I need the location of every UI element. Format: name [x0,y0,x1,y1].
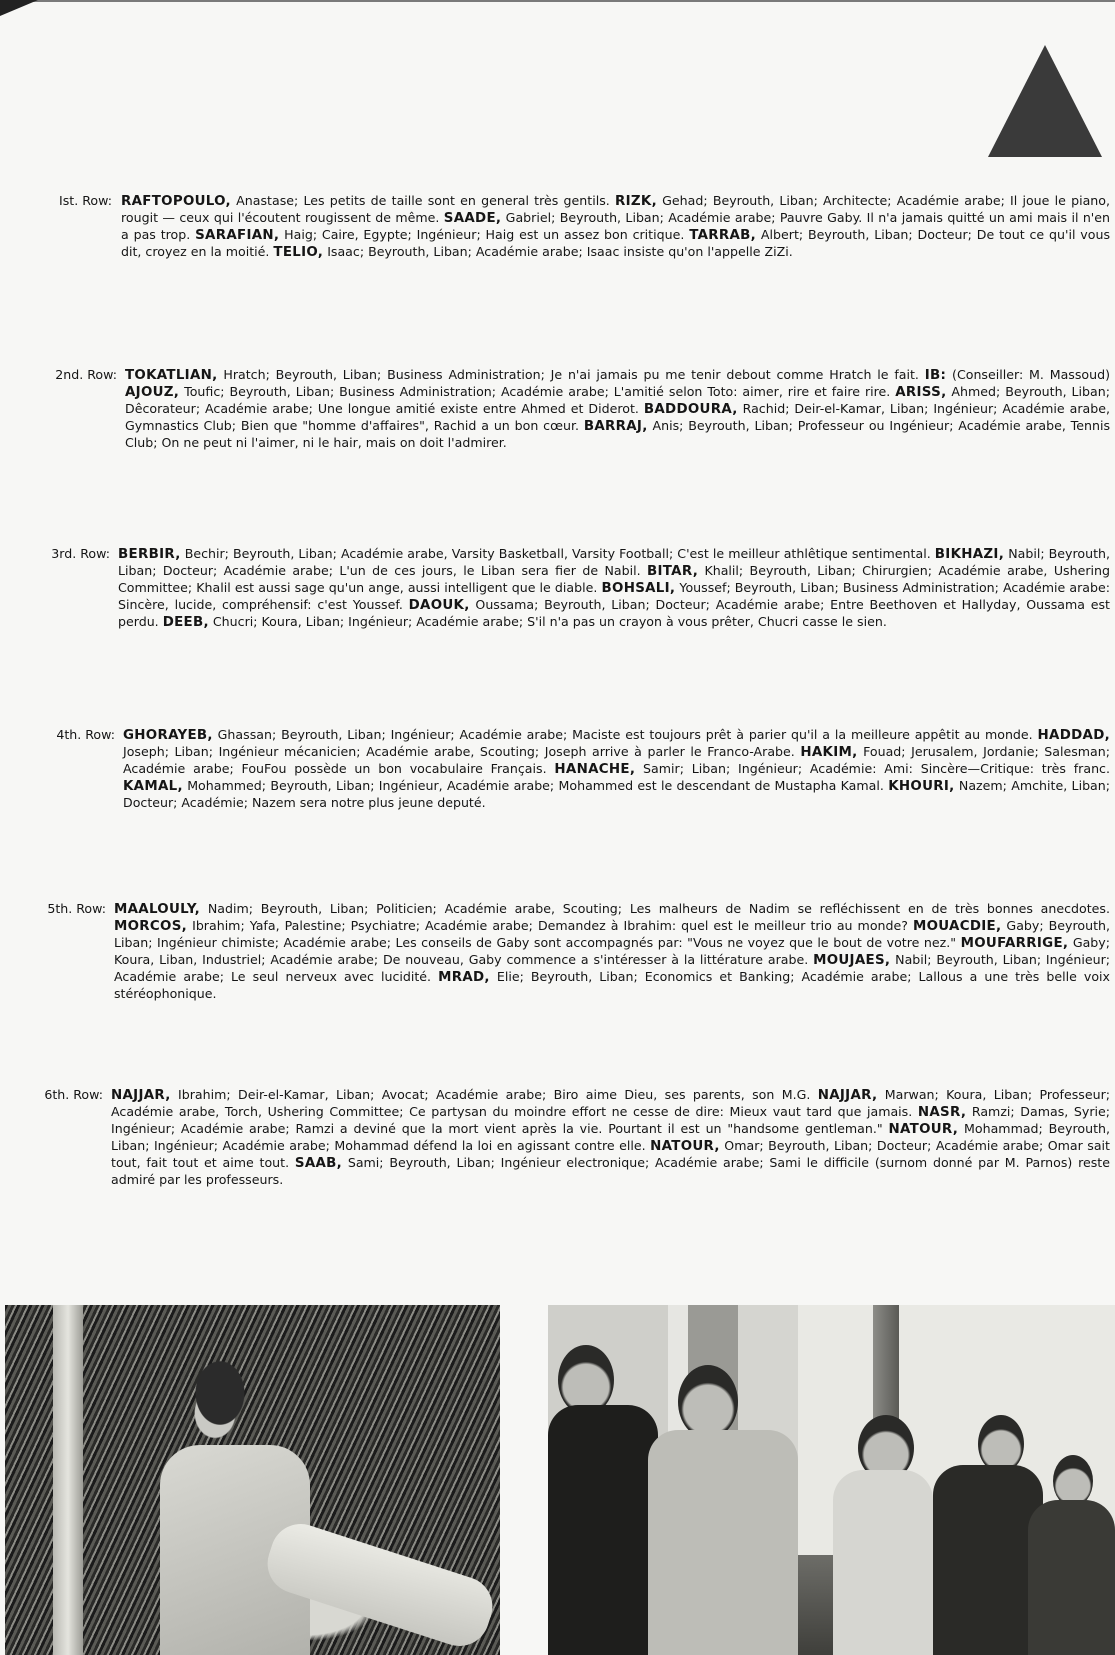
student-name: DAOUK, [408,597,470,613]
student-name: RAFTOPOULO, [121,194,231,209]
student-description: Bechir; Beyrouth, Liban; Académie arabe, Varsity Basketball, Varsity Football; C'est le meilleur athlêtique sentimental. [180,546,935,561]
student-description: Toufic; Beyrouth, Liban; Business Administration; Académie arabe; L'amitié selon Toto: aimer, rire et faire rire. [179,383,896,399]
student-description: Ibrahim; Yafa, Palestine; Psychiatre; Académie arabe; Demandez à Ibrahim: quel est le meilleur trio au monde? [187,917,913,933]
row-text [111,1087,1110,1187]
student-description: Anastase; Les petits de taille sont en general très gentils. [230,193,615,208]
student-name: BOHSALI, [601,580,676,596]
student-name: AJOUZ, [125,384,180,400]
student-description: Ramzi; Damas, Syrie; Ingénieur; Académie arabe; Ramzi a deviné que la mort vient après la vie. Pourtant il est un "handsome gentleman." [111,1103,1110,1136]
student-body [548,1405,658,1655]
student-name: BITAR, [646,563,699,579]
student-description: Anis; Beyrouth, Liban; Professeur ou Ingénieur; Académie arabe, Tennis Club; On ne peut ni l'aimer, ni le hair, mais on doit l'admirer. [125,417,1111,450]
student-name: GHORAYEB, [123,728,213,743]
student-description: Khalil; Beyrouth, Liban; Chirurgien; Académie arabe, Ushering Committee; Khalil est aussi sage qu'un ange, aussi intelligent que le diable. [118,562,1110,595]
student-name: MAALOULY, [114,902,201,917]
student-name: BARRAJ, [583,418,648,434]
student-name: SAAB, [294,1155,343,1171]
student-description: Ibrahim; Deir-el-Kamar, Liban; Avocat; Académie arabe; Biro aime Dieu, ses parents, son M.G. [170,1087,818,1102]
row-label: 3rd. Row: [51,546,110,561]
student-body [933,1465,1043,1655]
student-name: MOUJAES, [813,952,891,968]
student-description: Marwan; Koura, Liban; Professeur; Académie arabe, Torch, Ushering Committee; Ce partysan du moindre effort ne cesse de dire: Mieux vaut tard que jamais. [111,1087,1110,1119]
student-head [678,1365,738,1439]
student-description: Nazem; Amchite, Liban; Docteur; Académie; Nazem sera notre plus jeune deputé. [123,777,1111,810]
student-description: Gaby; Beyrouth, Liban; Ingénieur chimiste; Académie arabe; Les conseils de Gaby sont accompagnés par: "Vous ne voyez que le bout de votre nez." [114,917,1110,950]
student-name: NATOUR, [888,1121,959,1137]
student-name: DEEB, [162,614,209,630]
student-name: MOUACDIE, [912,918,1002,934]
student-name: SAADE, [443,210,502,226]
student-name: MOUFARRIGE, [960,935,1069,951]
student-description: Joseph; Liban; Ingénieur mécanicien; Académie arabe, Scouting; Joseph arrive à parler le Franco-Arabe. [123,743,801,759]
student-description: Gehad; Beyrouth, Liban; Architecte; Académie arabe; Il joue le piano, rougit — ceux qui l'écoutent rougissent de même. [121,193,1110,225]
student-description: Albert; Beyrouth, Liban; Docteur; De tout ce qu'il vous dit, croyez en la moitié. [121,226,1111,259]
student-description: Sami; Beyrouth, Liban; Ingénieur electronique; Académie arabe; Sami le difficile (surnom donné par M. Parnos) reste admiré par les professeurs. [111,1154,1110,1187]
student-name: MORCOS, [114,918,188,934]
student-body [833,1470,933,1655]
row-text [114,901,1110,1001]
student-description: Nabil; Beyrouth, Liban; Ingénieur; Académie arabe; Le seul nerveux avec lucidité. [114,951,1110,984]
photo-student-in-grass [5,1305,500,1655]
student-body [1028,1500,1115,1655]
student-description: Hratch; Beyrouth, Liban; Business Administration; Je n'ai jamais pu me tenir debout comme Hratch le fait. [217,367,925,382]
row-text [125,367,1110,451]
photo-group-of-students [548,1305,1115,1655]
student-description: Chucri; Koura, Liban; Ingénieur; Académie arabe; S'il n'a pas un crayon à vous prêter, Chucri casse le sien. [208,613,887,629]
student-name: NAJJAR, [111,1088,171,1103]
student-description: (Conseiller: M. Massoud) [946,367,1111,382]
top-rule [0,0,1115,2]
student-description: Rachid; Deir-el-Kamar, Liban; Ingénieur; Académie arabe, Gymnastics Club; Bien que "homme d'affaires", Rachid a un bon cœur. [125,400,1110,433]
row-label: 6th. Row: [44,1087,103,1102]
student-name: NAJJAR, [817,1088,878,1103]
student-name: MRAD, [438,969,490,985]
student-description: Mohammed; Beyrouth, Liban; Ingénieur, Académie arabe; Mohammed est le descendant de Mustapha Kamal. [182,777,889,793]
student-name: NATOUR, [650,1138,720,1154]
student-body [648,1430,798,1655]
student-name: KHOURI, [888,778,955,794]
student-name: BERBIR, [118,547,181,562]
student-description: Haig; Caire, Egypte; Ingénieur; Haig est un assez bon critique. [279,226,690,242]
student-description: Gabriel; Beyrouth, Liban; Académie arabe; Pauvre Gaby. Il n'a jamais quitté un ami mais il n'en a pas trop. [121,209,1111,242]
student-description: Elie; Beyrouth, Liban; Economics et Banking; Académie arabe; Lallous a une très belle voix stéréophonique. [114,968,1110,1001]
row-label: 2nd. Row: [55,367,117,382]
row-label: 5th. Row: [47,901,106,916]
student-name: TOKATLIAN, [125,368,218,383]
student-description: Oussama; Beyrouth, Liban; Docteur; Académie arabe; Entre Beethoven et Hallyday, Oussama est perdu. [118,596,1110,629]
student-name: BIKHAZI, [934,547,1005,562]
student-description: Mohammad; Beyrouth, Liban; Ingénieur; Académie arabe; Mohammad défend la loi en agissant contre elle. [111,1120,1110,1153]
student-description: Omar; Beyrouth, Liban; Docteur; Académie arabe; Omar sait tout, fait tout et aime tout. [111,1137,1110,1170]
row-text [118,546,1110,631]
row-label: Ist. Row: [59,193,112,208]
student-name: TELIO, [273,244,324,260]
student-name: TARRAB, [689,227,757,243]
student-name: KAMAL, [123,778,183,794]
row-text [123,727,1110,811]
student-name: ARISS, [895,384,947,400]
row-label: 4th. Row: [56,727,115,742]
student-name: SARAFIAN, [195,227,280,243]
triangle-marker [988,45,1102,157]
student-description: Nadim; Beyrouth, Liban; Politicien; Académie arabe, Scouting; Les malheurs de Nadim se refléchissent en de très bonnes anecdotes. [200,901,1110,916]
tree-trunk [53,1305,83,1655]
row-text [121,193,1110,261]
student-description: Ghassan; Beyrouth, Liban; Ingénieur; Académie arabe; Maciste est toujours prêt à parier qu'il a la meilleure appêtit au monde. [212,727,1038,742]
student-name: RIZK, [614,194,657,209]
student-name: HADDAD, [1037,728,1110,743]
student-name: BADDOURA, [643,401,738,417]
student-name: IB: [924,368,947,383]
student-description: Nabil; Beyrouth, Liban; Docteur; Académie arabe; L'un de ces jours, le Liban sera fier de Nabil. [118,546,1110,578]
student-name: HAKIM, [800,744,858,760]
student-description: Youssef; Beyrouth, Liban; Business Administration; Académie arabe: Sincère, lucide, compréhensif: c'est Youssef. [118,579,1110,612]
student-description: Ahmed; Beyrouth, Liban; Dêcorateur; Académie arabe; Une longue amitié existe entre Ahmed et Diderot. [125,383,1110,416]
corner-mark [0,0,38,16]
student-name: HANACHE, [554,761,636,777]
student-description: Gaby; Koura, Liban, Industriel; Académie arabe; De nouveau, Gaby commence a s'intéresser à la littérature arabe. [114,934,1111,967]
student-description: Fouad; Jerusalem, Jordanie; Salesman; Académie arabe; FouFou possède un bon vocabulaire Français. [123,743,1111,776]
student-name: NASR, [917,1104,967,1120]
student-description: Isaac; Beyrouth, Liban; Académie arabe; Isaac insiste qu'on l'appelle ZiZi. [323,243,793,259]
student-description: Samir; Liban; Ingénieur; Académie: Ami: Sincère—Critique: très franc. [635,760,1110,776]
